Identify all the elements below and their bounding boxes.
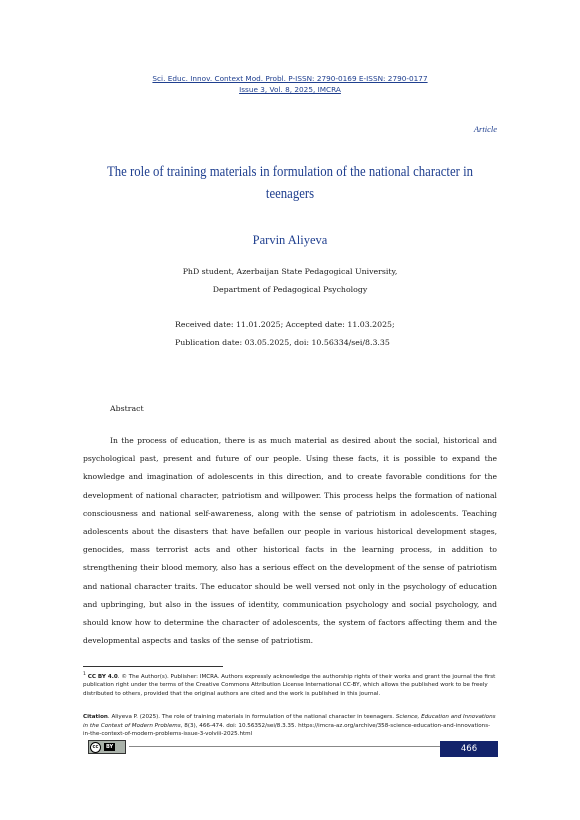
article-type-label: Article <box>473 124 497 134</box>
license-footnote <box>83 671 497 699</box>
journal-header-line[interactable]: Sci. Educ. Innov. Context Mod. Probl. P-ISSN: 2790-0169 E-ISSN: 2790-0177 <box>152 74 428 83</box>
issue-header-line[interactable]: Issue 3, Vol. 8, 2025, IMCRA <box>239 85 341 94</box>
citation-journal: Science, Education and Innovations in the Context of Modern Problems <box>83 714 496 729</box>
abstract-text: In the process of education, there is as much material as desired about the social, historical and psychological past, present and future of our people. Using these facts, it is possible to expand the knowledge and imagination of adolescents in this direction, and to create favorable conditions for the development of national character, patriotism and willpower. This process helps the formation of national consciousness and national self-awareness, along with the sense of patriotism in adolescents. Teaching adolescents about the disasters that have befallen our people in various historical development stages, genocides, mass terrorist acts and other historical facts in the learning process, in addition to strengthening their blood memory, also has a serious effect on the development of the sense of patriotism and national character traits. The educator should be well versed not only in the psychology of education and upbringing, but also in the issues of identity, communication psychology and social psychology, and should know how to determine the character of adolescents, the system of factors affecting them and the developmental aspects and tasks of the sense of patriotism. <box>83 436 497 646</box>
publication-dates: Publication date: 03.05.2025, doi: 10.56334/sei/8.3.35 <box>175 338 390 347</box>
cc-circle-icon: cc <box>90 742 101 753</box>
author-name: Parvin Aliyeva <box>252 233 328 247</box>
footnote-divider <box>83 666 223 667</box>
citation-text: . Aliyeva P. (2025). The role of training materials in formulation of the national character in teenagers. <box>107 714 396 720</box>
by-label: BY <box>106 744 114 750</box>
affiliation-line-2: Department of Pedagogical Psychology <box>212 285 368 294</box>
received-dates: Received date: 11.01.2025; Accepted date: 11.03.2025; <box>175 320 395 329</box>
citation-details[interactable]: , 8(3), 466-474. doi: 10.56352/sei/8.3.35. https://imcra-az.org/archive/358-science-education-and-innovations-in-the-context-of-modern-problems-issue-3-volviii-2025.html <box>83 722 491 738</box>
cc-by-license-icon[interactable] <box>88 740 126 754</box>
citation-block <box>83 713 497 739</box>
citation-label: Citation <box>83 714 108 720</box>
license-text: . © The Author(s). Publisher: IMCRA. Authors expressly acknowledge the authorship rights of their works and grant the journal the first publication right under the terms of the Creative Commons Attribution License International CC-BY, which allows the published work to be freely distributed to others, provided that the original authors are cited and the work is published in this journal. <box>83 673 496 698</box>
paper-title: The role of training materials in formulation of the national character in teenagers <box>106 164 473 202</box>
affiliation-line-1: PhD student, Azerbaijan State Pedagogical University, <box>182 267 398 276</box>
page-number: 466 <box>440 741 498 757</box>
footer-divider <box>129 746 440 747</box>
abstract-heading: Abstract <box>110 404 144 413</box>
license-name[interactable]: CC BY 4.0 <box>87 673 118 680</box>
footnote-marker: 1 <box>83 672 86 677</box>
